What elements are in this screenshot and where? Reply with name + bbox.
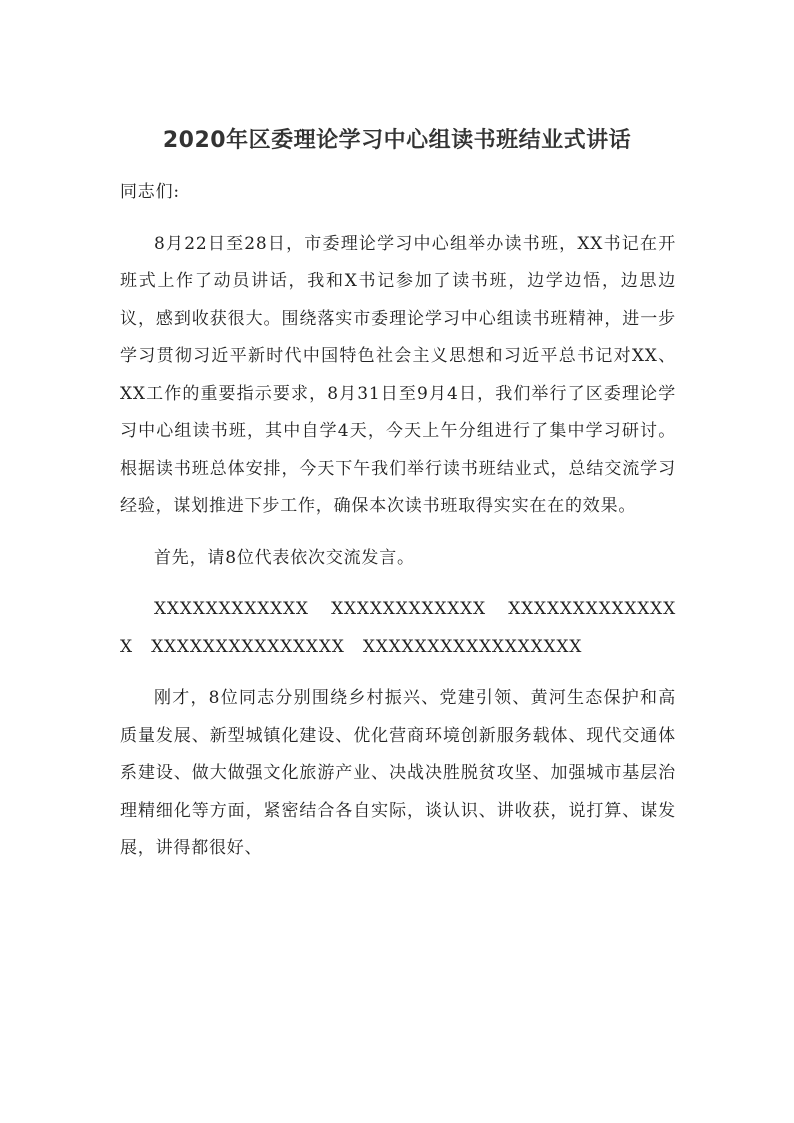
speaker-names-line: XXXXXXXXXXXX XXXXXXXXXXXX XXXXXXXXXXXXXX XXXXXXXXXXXXXXX XXXXXXXXXXXXXXXXX [120,599,676,657]
paragraph-summary: 刚才，8位同志分别围绕乡村振兴、党建引领、黄河生态保护和高质量发展、新型城镇化建设、优化营商环境创新服务载体、现代交通体系建设、做大做强文化旅游产业、决战决胜脱贫攻坚、加强城市基层治理精细化等方面，紧密结合各自实际，谈认识、讲收获，说打算、谋发展，讲得都很好、 [120,688,676,858]
document-body [120,174,676,882]
salutation: 同志们: [120,182,180,202]
paragraph-opening: 8月22日至28日，市委理论学习中心组举办读书班，XX书记在开班式上作了动员讲话，我和X书记参加了读书班，边学边悟，边思边议，感到收获很大。围绕落实市委理论学习中心组读书班精神，进一步学习贯彻习近平新时代中国特色社会主义思想和习近平总书记对XX、XX工作的重要指示要求，8月31日至9月4日，我们举行了区委理论学习中心组读书班，其中自学4天，今天上午分组进行了集中学习研讨。根据读书班总体安排，今天下午我们举行读书班结业式，总结交流学习经验，谋划推进下步工作，确保本次读书班取得实实在在的效果。 [120,233,676,516]
paragraph-speakers-intro: 首先，请8位代表依次交流发言。 [154,547,415,568]
document-title: 2020年区委理论学习中心组读书班结业式讲话 [162,128,632,153]
